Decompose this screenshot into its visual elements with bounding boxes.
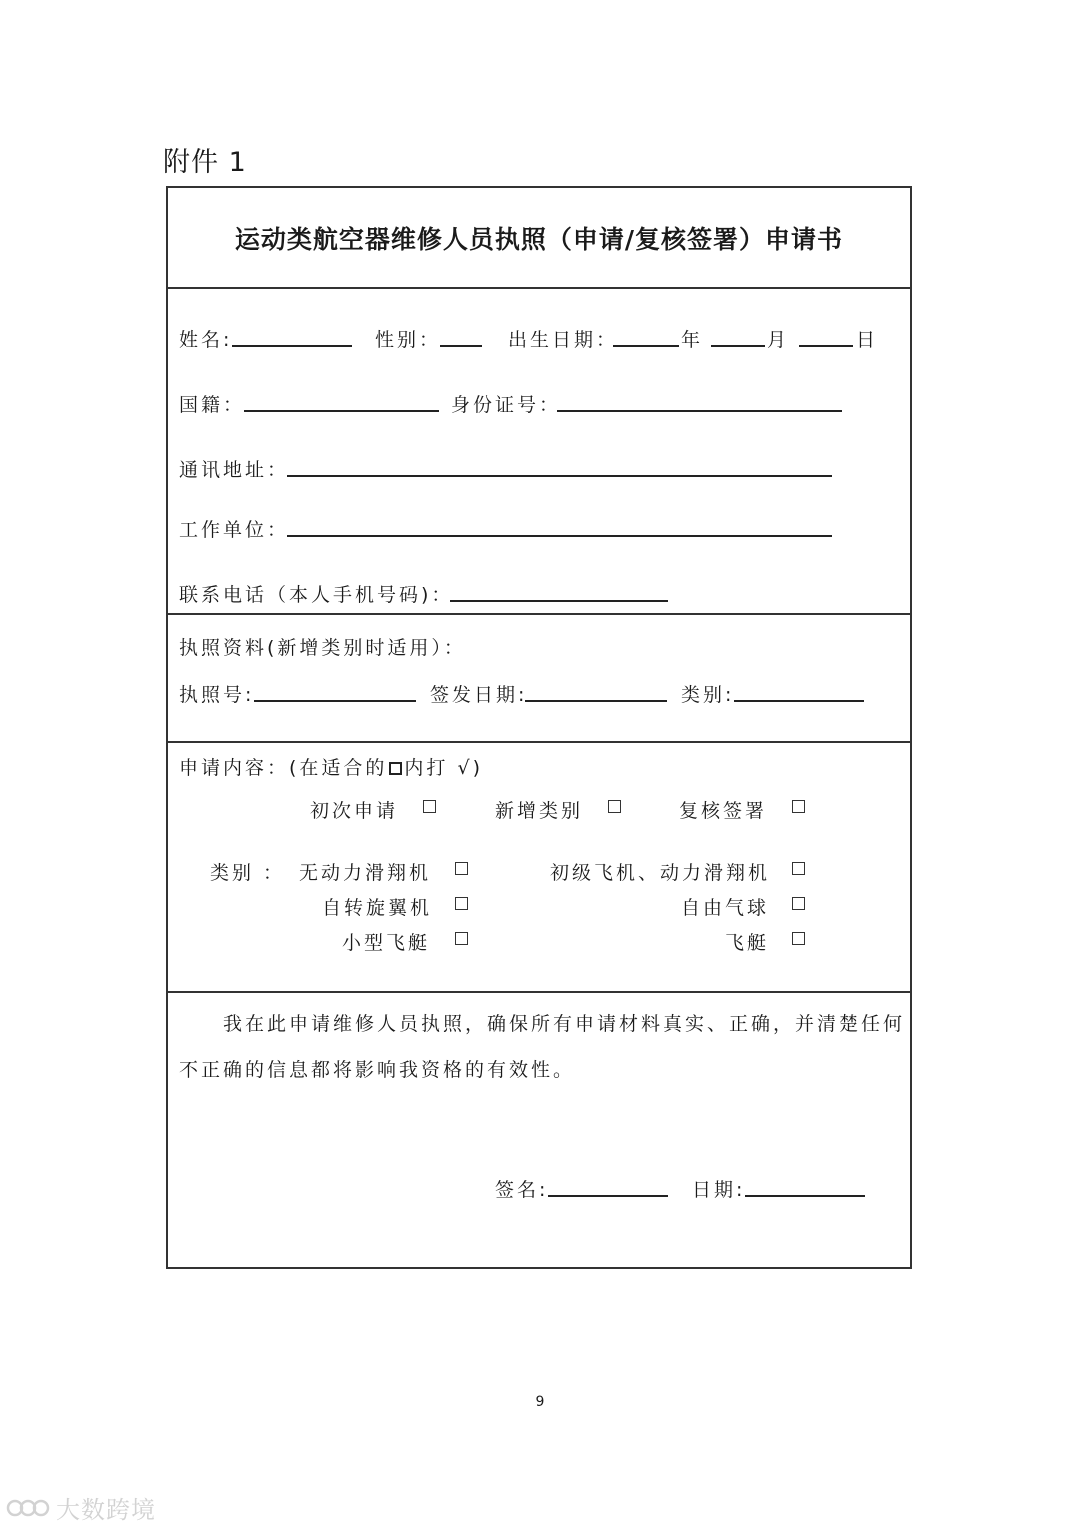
application-content-section xyxy=(168,741,910,993)
license-heading: 执照资料(新增类别时适用）： xyxy=(179,637,466,659)
category-airship-label: 飞艇 xyxy=(725,932,770,954)
dob-label: 出生日期： xyxy=(508,329,619,351)
signature-label: 签名: xyxy=(495,1179,549,1201)
watermark-logo-icon xyxy=(6,1497,50,1519)
option-add-category-label: 新增类别 xyxy=(495,800,584,822)
category-primary-aircraft-checkbox[interactable] xyxy=(792,862,805,875)
category-primary-aircraft-label: 初级飞机、动力滑翔机 xyxy=(550,862,771,884)
annex-label: 附件 1 xyxy=(163,147,247,178)
declaration-line1: 我在此申请维修人员执照，确保所有申请材料真实、正确，并清楚任何 xyxy=(223,1013,906,1035)
application-heading-suffix: 内打 √) xyxy=(404,757,483,779)
category-glider-label: 无动力滑翔机 xyxy=(299,862,432,884)
month-label: 月 xyxy=(767,329,790,351)
dob-year-field[interactable] xyxy=(613,345,679,347)
phone-field[interactable] xyxy=(450,600,668,602)
category-balloon-checkbox[interactable] xyxy=(792,897,805,910)
gender-label: 性别： xyxy=(375,329,442,351)
category-glider-checkbox[interactable] xyxy=(455,862,468,875)
address-field[interactable] xyxy=(287,475,832,477)
dob-month-field[interactable] xyxy=(711,345,765,347)
date-field[interactable] xyxy=(745,1195,865,1197)
page-number: 9 xyxy=(535,1394,545,1410)
date-label: 日期: xyxy=(692,1179,746,1201)
id-number-label: 身份证号： xyxy=(451,394,562,416)
license-number-field[interactable] xyxy=(254,700,416,702)
name-label: 姓名: xyxy=(179,329,233,351)
license-number-label: 执照号: xyxy=(179,684,255,706)
category-balloon-label: 自由气球 xyxy=(681,897,770,919)
license-info-section xyxy=(168,613,910,743)
id-number-field[interactable] xyxy=(557,410,842,412)
category-airship-checkbox[interactable] xyxy=(792,932,805,945)
license-category-field[interactable] xyxy=(734,700,864,702)
option-add-category-checkbox[interactable] xyxy=(608,800,621,813)
phone-label: 联系电话（本人手机号码)： xyxy=(179,584,454,606)
personal-info-section xyxy=(168,287,910,615)
license-category-label: 类别: xyxy=(681,684,735,706)
address-label: 通讯地址： xyxy=(179,459,290,481)
name-field[interactable] xyxy=(232,345,352,347)
category-gyroplane-checkbox[interactable] xyxy=(455,897,468,910)
application-heading-prefix: 申请内容：(在适合的 xyxy=(179,757,388,779)
signature-field[interactable] xyxy=(548,1195,668,1197)
watermark-text: 大数跨境 xyxy=(56,1496,156,1524)
form-title: 运动类航空器维修人员执照（申请/复核签署）申请书 xyxy=(234,224,844,254)
category-small-airship-label: 小型飞艇 xyxy=(342,932,431,954)
application-heading xyxy=(179,753,483,780)
issue-date-label: 签发日期: xyxy=(430,684,528,706)
category-label: 类别 ： xyxy=(210,862,286,884)
nationality-label: 国籍： xyxy=(179,394,246,416)
declaration-section xyxy=(168,991,910,1267)
year-label: 年 xyxy=(681,329,704,351)
category-small-airship-checkbox[interactable] xyxy=(455,932,468,945)
day-label: 日 xyxy=(856,329,879,351)
nationality-field[interactable] xyxy=(244,410,439,412)
issue-date-field[interactable] xyxy=(525,700,667,702)
option-review-checkbox[interactable] xyxy=(792,800,805,813)
application-form xyxy=(166,186,912,1269)
checkbox-sample-icon xyxy=(389,762,402,775)
form-title-section xyxy=(168,188,910,289)
option-initial-label: 初次申请 xyxy=(310,800,399,822)
category-gyroplane-label: 自转旋翼机 xyxy=(322,897,433,919)
watermark xyxy=(6,1490,156,1525)
gender-field[interactable] xyxy=(440,345,482,347)
dob-day-field[interactable] xyxy=(799,345,853,347)
option-review-label: 复核签署 xyxy=(679,800,768,822)
employer-field[interactable] xyxy=(287,535,832,537)
employer-label: 工作单位： xyxy=(179,519,290,541)
declaration-line2: 不正确的信息都将影响我资格的有效性。 xyxy=(179,1059,576,1081)
option-initial-checkbox[interactable] xyxy=(423,800,436,813)
